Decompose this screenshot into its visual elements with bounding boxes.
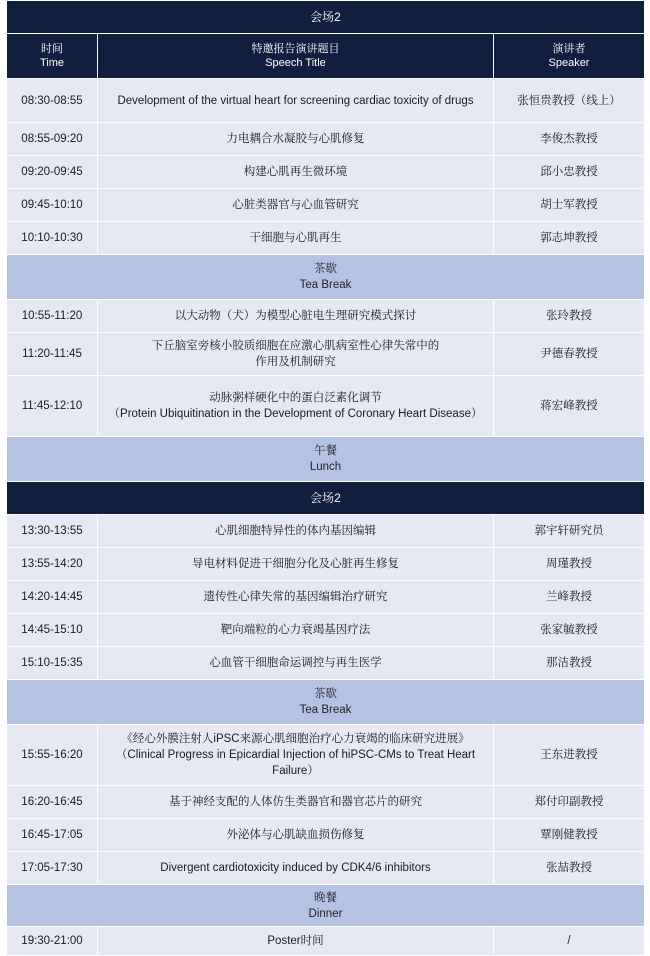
session-title-line: 心肌细胞特异性的体内基因编辑: [215, 525, 376, 537]
session-speaker: 尹德春教授: [494, 333, 645, 376]
session-speaker: 张恒贵教授（线上）: [494, 79, 645, 123]
session-speaker: 张玲教授: [494, 300, 645, 333]
speaker-header-en: Speaker: [548, 57, 590, 69]
session-title-line: 构建心肌再生微环境: [243, 166, 348, 178]
session-title-line: 力电耦合水凝胶与心肌修复: [226, 133, 365, 145]
session-time: 10:10-10:30: [7, 222, 98, 255]
session-time: 17:05-17:30: [7, 852, 98, 885]
session-title: [98, 927, 494, 956]
session-speaker: 邱小忠教授: [494, 156, 645, 189]
session-time: 15:55-16:20: [7, 725, 98, 786]
session-title-line: 《经心外膜注射人iPSC来源心肌细胞治疗心力衰竭的临床研究进展》: [121, 733, 470, 745]
break-label-en: Dinner: [308, 907, 343, 920]
session-title-line: Failure）: [272, 765, 319, 777]
session-speaker: 李俊杰教授: [494, 123, 645, 156]
session-speaker: 郑付印副教授: [494, 786, 645, 819]
session-time: 14:45-15:10: [7, 614, 98, 647]
session-title-line: （Protein Ubiquitination in the Development of Coronary Heart Disease）: [108, 408, 483, 420]
section-title: 会场2: [7, 1, 645, 34]
session-time: 16:45-17:05: [7, 819, 98, 852]
session-row: [7, 222, 645, 255]
session-title: [98, 548, 494, 581]
session-row: [7, 647, 645, 680]
session-time: 09:45-10:10: [7, 189, 98, 222]
session-row: [7, 79, 645, 123]
time-header-en: Time: [39, 57, 65, 69]
session-row: [7, 725, 645, 786]
session-title-line: 外泌体与心肌缺血损伤修复: [226, 829, 365, 841]
session-row: [7, 515, 645, 548]
session-speaker: /: [494, 927, 645, 956]
break-label-cn: 晚餐: [314, 891, 337, 904]
session-title-line: 下丘脑室旁核小胶质细胞在应激心肌病室性心律失常中的: [151, 340, 440, 352]
schedule-table: [6, 0, 645, 956]
session-title: [98, 79, 494, 123]
session-row: [7, 548, 645, 581]
speaker-header-cn: 演讲者: [552, 43, 586, 55]
session-time: 10:55-11:20: [7, 300, 98, 333]
break-row: [7, 885, 645, 927]
session-title: [98, 156, 494, 189]
speaker-column-header: [494, 34, 645, 79]
break-row: [7, 437, 645, 482]
session-title: [98, 725, 494, 786]
session-row: [7, 156, 645, 189]
session-title: [98, 647, 494, 680]
session-title: [98, 819, 494, 852]
session-row: [7, 819, 645, 852]
session-speaker: 张喆教授: [494, 852, 645, 885]
session-speaker: 胡士军教授: [494, 189, 645, 222]
session-speaker: 覃刚健教授: [494, 819, 645, 852]
session-title: [98, 333, 494, 376]
session-title: [98, 515, 494, 548]
session-title: [98, 123, 494, 156]
break-label-cn: 茶歇: [314, 688, 337, 700]
break-label-en: Tea Break: [299, 704, 352, 716]
session-time: 11:45-12:10: [7, 376, 98, 437]
session-speaker: 郭志坤教授: [494, 222, 645, 255]
session-row: [7, 852, 645, 885]
session-title: [98, 376, 494, 437]
break-label-cn: 茶歇: [314, 263, 337, 275]
session-time: 13:55-14:20: [7, 548, 98, 581]
session-time: 13:30-13:55: [7, 515, 98, 548]
schedule-body: [7, 1, 645, 956]
session-speaker: 兰峰教授: [494, 581, 645, 614]
session-title-line: 心血管干细胞命运调控与再生医学: [209, 657, 382, 669]
session-title: [98, 300, 494, 333]
session-title-line: Divergent cardiotoxicity induced by CDK4/6 inhibitors: [160, 862, 431, 874]
section-header-row: [7, 1, 645, 34]
break-label-cn: 午餐: [314, 445, 337, 457]
break-label: [7, 885, 645, 927]
session-row: [7, 300, 645, 333]
break-label: [7, 255, 645, 300]
title-header-cn: 特邀报告演讲题目: [251, 43, 340, 55]
session-speaker: 郭宇轩研究员: [494, 515, 645, 548]
session-title: [98, 222, 494, 255]
session-time: 16:20-16:45: [7, 786, 98, 819]
session-row: [7, 376, 645, 437]
title-column-header: [98, 34, 494, 79]
session-time: 09:20-09:45: [7, 156, 98, 189]
column-header-row: [7, 34, 645, 79]
session-title-line: （Clinical Progress in Epicardial Injection of hiPSC-CMs to Treat Heart: [115, 749, 476, 761]
break-row: [7, 680, 645, 725]
session-title-line: 以大动物（犬）为模型心脏电生理研究模式探讨: [174, 310, 417, 322]
session-title-line: 心脏类器官与心血管研究: [232, 199, 359, 211]
session-row: [7, 123, 645, 156]
session-title-line: Poster时间: [267, 935, 324, 947]
break-label-en: Lunch: [309, 461, 342, 473]
session-row: [7, 614, 645, 647]
section-header-row: [7, 482, 645, 515]
session-title: [98, 189, 494, 222]
break-label: [7, 680, 645, 725]
session-time: 14:20-14:45: [7, 581, 98, 614]
session-speaker: 蒋宏峰教授: [494, 376, 645, 437]
session-row: [7, 189, 645, 222]
session-title: [98, 614, 494, 647]
session-title-line: 干细胞与心肌再生: [249, 232, 342, 244]
session-title-line: 基于神经支配的人体仿生类器官和器官芯片的研究: [169, 796, 422, 808]
session-row: [7, 581, 645, 614]
session-time: 15:10-15:35: [7, 647, 98, 680]
time-header-cn: 时间: [41, 43, 63, 55]
break-label: [7, 437, 645, 482]
session-time: 08:30-08:55: [7, 79, 98, 123]
session-title-line: 动脉粥样硬化中的蛋白泛素化调节: [209, 392, 382, 404]
title-header-en: Speech Title: [265, 57, 326, 69]
session-title: [98, 786, 494, 819]
session-title-line: 导电材料促进干细胞分化及心脏再生修复: [192, 558, 399, 570]
session-title-line: Development of the virtual heart for screening cardiac toxicity of drugs: [117, 94, 474, 107]
session-speaker: 周瑾教授: [494, 548, 645, 581]
session-title: [98, 852, 494, 885]
session-speaker: 那洁教授: [494, 647, 645, 680]
section-title: 会场2: [7, 482, 645, 515]
session-time: 08:55-09:20: [7, 123, 98, 156]
break-row: [7, 255, 645, 300]
session-title-line: 作用及机制研究: [255, 356, 336, 368]
session-row: [7, 786, 645, 819]
session-time: 11:20-11:45: [7, 333, 98, 376]
session-speaker: 张家毓教授: [494, 614, 645, 647]
session-speaker: 王东进教授: [494, 725, 645, 786]
session-row: [7, 927, 645, 956]
session-title: [98, 581, 494, 614]
session-title-line: 遗传性心律失常的基因编辑治疗研究: [203, 591, 388, 603]
session-row: [7, 333, 645, 376]
time-column-header: [7, 34, 98, 79]
break-label-en: Tea Break: [299, 279, 352, 291]
session-time: 19:30-21:00: [7, 927, 98, 956]
session-title-line: 靶向端粒的心力衰竭基因疗法: [220, 624, 371, 636]
